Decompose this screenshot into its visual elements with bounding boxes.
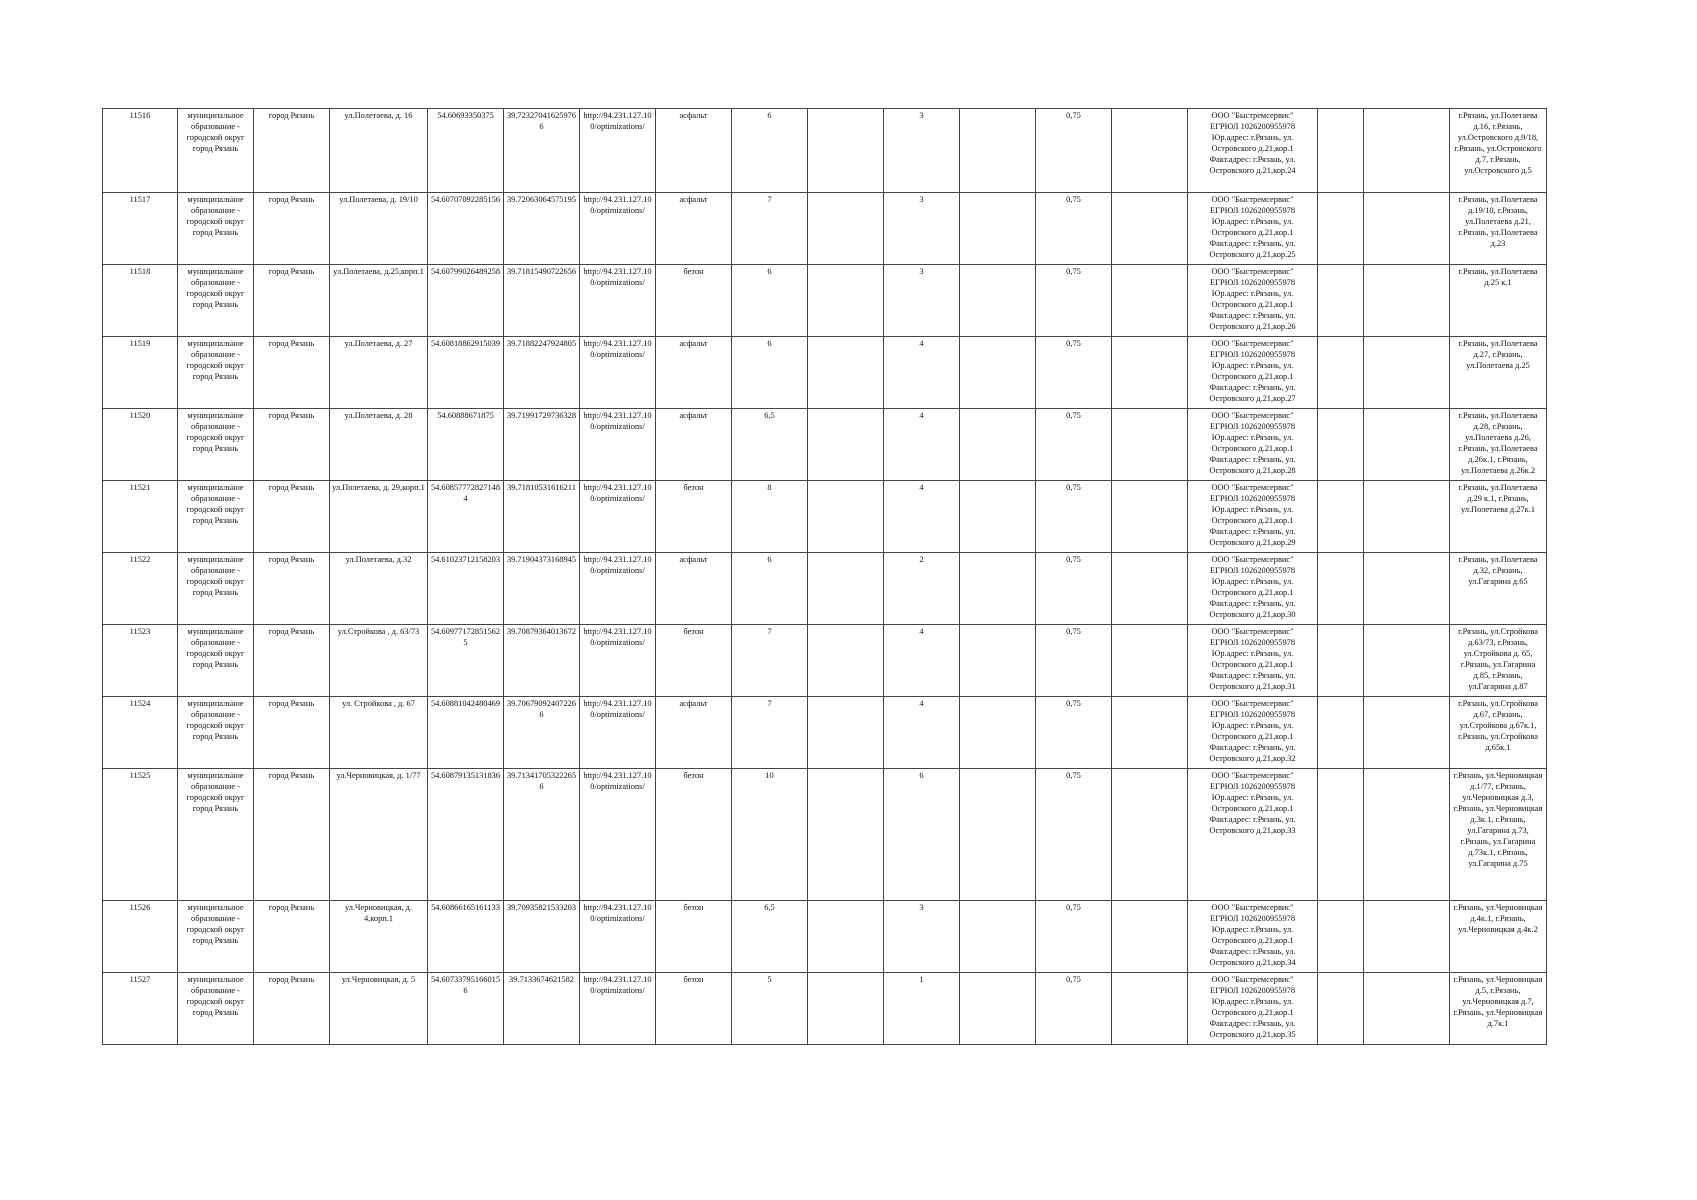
cell-volume: 0,75	[1036, 481, 1112, 553]
cell-empty	[808, 697, 884, 769]
cell-area: 6	[732, 553, 808, 625]
cell-surface: асфальт	[656, 553, 732, 625]
cell-municipality: муниципальное образование - городской округ город Рязань	[178, 109, 254, 193]
cell-volume: 0,75	[1036, 697, 1112, 769]
cell-empty	[1364, 481, 1450, 553]
cell-municipality: муниципальное образование - городской округ город Рязань	[178, 625, 254, 697]
cell-container-count: 3	[884, 193, 960, 265]
cell-city: город Рязань	[254, 973, 330, 1045]
cell-city: город Рязань	[254, 265, 330, 337]
cell-empty	[1112, 697, 1188, 769]
cell-longitude: 39.70935821533203	[504, 901, 580, 973]
data-table	[102, 108, 1547, 1045]
cell-municipality: муниципальное образование - городской округ город Рязань	[178, 409, 254, 481]
cell-address: ул.Полетаева, д.32	[330, 553, 428, 625]
cell-url: http://94.231.127.100/optimizations/	[580, 553, 656, 625]
cell-volume: 0,75	[1036, 265, 1112, 337]
cell-empty	[1318, 901, 1364, 973]
table-row	[103, 109, 1547, 193]
cell-empty	[1318, 625, 1364, 697]
cell-latitude: 54.61023712158203	[428, 553, 504, 625]
cell-id: 11517	[103, 193, 178, 265]
cell-address: ул.Черновицкая, д. 1/77	[330, 769, 428, 901]
cell-container-count: 4	[884, 481, 960, 553]
cell-served-addresses: г.Рязань, ул.Стройкова д.63/73, г.Рязань, ул.Стройкова д. 65, г.Рязань, ул.Гагарина д.85, г.Рязань, ул.Гагарина д.87	[1450, 625, 1547, 697]
cell-empty	[1318, 337, 1364, 409]
cell-empty	[1112, 973, 1188, 1045]
cell-volume: 0,75	[1036, 625, 1112, 697]
cell-empty	[1112, 625, 1188, 697]
table-row	[103, 337, 1547, 409]
cell-empty	[1318, 409, 1364, 481]
cell-container-count: 3	[884, 265, 960, 337]
cell-longitude: 39.70879364013672	[504, 625, 580, 697]
cell-surface: бетон	[656, 481, 732, 553]
cell-url: http://94.231.127.100/optimizations/	[580, 109, 656, 193]
cell-empty	[1364, 109, 1450, 193]
cell-address: ул.Полетаева, д. 27	[330, 337, 428, 409]
cell-id: 11523	[103, 625, 178, 697]
cell-city: город Рязань	[254, 901, 330, 973]
cell-served-addresses: г.Рязань, ул.Полетаева д.25 к.1	[1450, 265, 1547, 337]
cell-city: город Рязань	[254, 193, 330, 265]
cell-address: ул.Черновицкая, д. 4,корп.1	[330, 901, 428, 973]
cell-operator: ООО "Быстремсервис" ЕГРЮЛ 1026200955978 Юр.адрес: г.Рязань, ул. Островского д.21,кор.1 Факт.адрес: г.Рязань, ул. Островского д.21,кор.32	[1188, 697, 1318, 769]
cell-id: 11525	[103, 769, 178, 901]
cell-area: 6	[732, 265, 808, 337]
cell-volume: 0,75	[1036, 973, 1112, 1045]
cell-empty	[808, 193, 884, 265]
cell-operator: ООО "Быстремсервис" ЕГРЮЛ 1026200955978 Юр.адрес: г.Рязань, ул. Островского д.21,кор.1 Факт.адрес: г.Рязань, ул. Островского д.21,кор.34	[1188, 901, 1318, 973]
cell-served-addresses: г.Рязань, ул.Стройкова д.67, г.Рязань, ул.Стройкова д.67к.1, г.Рязань, ул.Стройкова д.65к.1	[1450, 697, 1547, 769]
cell-area: 8	[732, 481, 808, 553]
cell-empty	[960, 973, 1036, 1045]
cell-url: http://94.231.127.100/optimizations/	[580, 481, 656, 553]
cell-container-count: 3	[884, 901, 960, 973]
cell-city: город Рязань	[254, 409, 330, 481]
cell-empty	[1112, 337, 1188, 409]
cell-empty	[808, 553, 884, 625]
cell-operator: ООО "Быстремсервис" ЕГРЮЛ 1026200955978 Юр.адрес: г.Рязань, ул. Островского д.21,кор.1 Факт.адрес: г.Рязань, ул. Островского д.21,кор.30	[1188, 553, 1318, 625]
cell-id: 11521	[103, 481, 178, 553]
cell-longitude: 39.71882247924805	[504, 337, 580, 409]
cell-empty	[1364, 553, 1450, 625]
cell-municipality: муниципальное образование - городской округ город Рязань	[178, 769, 254, 901]
cell-municipality: муниципальное образование - городской округ город Рязань	[178, 481, 254, 553]
cell-empty	[960, 193, 1036, 265]
cell-municipality: муниципальное образование - городской округ город Рязань	[178, 901, 254, 973]
cell-served-addresses: г.Рязань, ул.Полетаева д.28, г.Рязань, ул.Полетаева д.26, г.Рязань, ул.Полетаева д.26к.1, г.Рязань, ул.Полетаева д.26к.2	[1450, 409, 1547, 481]
cell-address: ул. Стройкова , д. 67	[330, 697, 428, 769]
cell-empty	[808, 481, 884, 553]
cell-empty	[1364, 409, 1450, 481]
cell-area: 6,5	[732, 901, 808, 973]
cell-longitude: 39.713417053222656	[504, 769, 580, 901]
cell-empty	[1318, 973, 1364, 1045]
cell-served-addresses: г.Рязань, ул.Черновицкая д.4к.1, г.Рязань, ул.Черновицкая д.4к.2	[1450, 901, 1547, 973]
cell-latitude: 54.60888671875	[428, 409, 504, 481]
cell-served-addresses: г.Рязань, ул.Черновицкая д.5, г.Рязань, ул.Черновицкая д.7, г.Рязань, ул.Черновицкая д.7к.1	[1450, 973, 1547, 1045]
cell-container-count: 3	[884, 109, 960, 193]
cell-empty	[1112, 769, 1188, 901]
cell-empty	[960, 409, 1036, 481]
cell-longitude: 39.7133674621582	[504, 973, 580, 1045]
cell-id: 11527	[103, 973, 178, 1045]
cell-municipality: муниципальное образование - городской округ город Рязань	[178, 265, 254, 337]
cell-operator: ООО "Быстремсервис" ЕГРЮЛ 1026200955978 Юр.адрес: г.Рязань, ул. Островского д.21,кор.1 Факт.адрес: г.Рязань, ул. Островского д.21,кор.24	[1188, 109, 1318, 193]
cell-longitude: 39.72063064575195	[504, 193, 580, 265]
cell-address: ул.Полетаева, д. 16	[330, 109, 428, 193]
table-row	[103, 481, 1547, 553]
cell-address: ул.Черновицкая, д. 5	[330, 973, 428, 1045]
table-row	[103, 193, 1547, 265]
cell-url: http://94.231.127.100/optimizations/	[580, 265, 656, 337]
cell-area: 7	[732, 193, 808, 265]
cell-volume: 0,75	[1036, 193, 1112, 265]
cell-empty	[1112, 409, 1188, 481]
cell-operator: ООО "Быстремсервис" ЕГРЮЛ 1026200955978 Юр.адрес: г.Рязань, ул. Островского д.21,кор.1 Факт.адрес: г.Рязань, ул. Островского д.21,кор.31	[1188, 625, 1318, 697]
cell-container-count: 4	[884, 697, 960, 769]
cell-operator: ООО "Быстремсервис" ЕГРЮЛ 1026200955978 Юр.адрес: г.Рязань, ул. Островского д.21,кор.1 Факт.адрес: г.Рязань, ул. Островского д.21,кор.33	[1188, 769, 1318, 901]
cell-operator: ООО "Быстремсервис" ЕГРЮЛ 1026200955978 Юр.адрес: г.Рязань, ул. Островского д.21,кор.1 Факт.адрес: г.Рязань, ул. Островского д.21,кор.25	[1188, 193, 1318, 265]
cell-served-addresses: г.Рязань, ул.Полетаева д.29 к.1, г.Рязань, ул.Полетаева д.27к.1	[1450, 481, 1547, 553]
cell-url: http://94.231.127.100/optimizations/	[580, 337, 656, 409]
cell-longitude: 39.71810531616211	[504, 481, 580, 553]
cell-longitude: 39.71991729736328	[504, 409, 580, 481]
cell-container-count: 4	[884, 409, 960, 481]
cell-url: http://94.231.127.100/optimizations/	[580, 973, 656, 1045]
cell-municipality: муниципальное образование - городской округ город Рязань	[178, 337, 254, 409]
cell-volume: 0,75	[1036, 109, 1112, 193]
cell-latitude: 54.60866165161133	[428, 901, 504, 973]
cell-surface: асфальт	[656, 193, 732, 265]
cell-empty	[1318, 109, 1364, 193]
cell-operator: ООО "Быстремсервис" ЕГРЮЛ 1026200955978 Юр.адрес: г.Рязань, ул. Островского д.21,кор.1 Факт.адрес: г.Рязань, ул. Островского д.21,кор.29	[1188, 481, 1318, 553]
cell-longitude: 39.706790924072266	[504, 697, 580, 769]
cell-served-addresses: г.Рязань, ул.Полетаева д.32, г.Рязань, ул.Гагарина д.65	[1450, 553, 1547, 625]
cell-latitude: 54.609771728515625	[428, 625, 504, 697]
cell-empty	[960, 697, 1036, 769]
cell-url: http://94.231.127.100/optimizations/	[580, 625, 656, 697]
cell-volume: 0,75	[1036, 553, 1112, 625]
cell-longitude: 39.723270416259766	[504, 109, 580, 193]
cell-latitude: 54.60818862915039	[428, 337, 504, 409]
cell-latitude: 54.60707092285156	[428, 193, 504, 265]
cell-empty	[1364, 697, 1450, 769]
cell-empty	[1318, 481, 1364, 553]
cell-city: город Рязань	[254, 697, 330, 769]
cell-address: ул.Полетаева, д. 19/10	[330, 193, 428, 265]
cell-volume: 0,75	[1036, 769, 1112, 901]
cell-empty	[1112, 109, 1188, 193]
cell-served-addresses: г.Рязань, ул.Черновицкая д.1/77, г.Рязань, ул.Черновицкая д.3, г.Рязань, ул.Черновицкая д.3к.1, г.Рязань, ул.Гагарина д.73, г.Рязань, ул.Гагарина д.73к.1, г.Рязань, ул.Гагарина д.75	[1450, 769, 1547, 901]
table-row	[103, 901, 1547, 973]
table-row	[103, 553, 1547, 625]
cell-longitude: 39.71815490722656	[504, 265, 580, 337]
cell-empty	[1112, 553, 1188, 625]
cell-municipality: муниципальное образование - городской округ город Рязань	[178, 553, 254, 625]
cell-url: http://94.231.127.100/optimizations/	[580, 901, 656, 973]
cell-empty	[960, 901, 1036, 973]
cell-served-addresses: г.Рязань, ул.Полетаева д.27, г.Рязань, ул.Полетаева д.25	[1450, 337, 1547, 409]
cell-id: 11518	[103, 265, 178, 337]
cell-surface: бетон	[656, 265, 732, 337]
cell-id: 11520	[103, 409, 178, 481]
cell-empty	[960, 553, 1036, 625]
cell-empty	[1364, 337, 1450, 409]
cell-area: 6	[732, 109, 808, 193]
cell-operator: ООО "Быстремсервис" ЕГРЮЛ 1026200955978 Юр.адрес: г.Рязань, ул. Островского д.21,кор.1 Факт.адрес: г.Рязань, ул. Островского д.21,кор.35	[1188, 973, 1318, 1045]
cell-empty	[1364, 769, 1450, 901]
cell-city: город Рязань	[254, 109, 330, 193]
cell-empty	[960, 109, 1036, 193]
cell-url: http://94.231.127.100/optimizations/	[580, 697, 656, 769]
cell-address: ул.Стройкова , д. 63/73	[330, 625, 428, 697]
cell-volume: 0,75	[1036, 409, 1112, 481]
cell-latitude: 54.60693350375	[428, 109, 504, 193]
cell-surface: бетон	[656, 973, 732, 1045]
cell-area: 6	[732, 337, 808, 409]
cell-latitude: 54.608577728271484	[428, 481, 504, 553]
cell-empty	[1364, 901, 1450, 973]
cell-city: город Рязань	[254, 481, 330, 553]
table-body	[103, 109, 1547, 1045]
cell-area: 7	[732, 697, 808, 769]
cell-empty	[1318, 553, 1364, 625]
cell-surface: бетон	[656, 769, 732, 901]
cell-empty	[1112, 265, 1188, 337]
cell-container-count: 6	[884, 769, 960, 901]
cell-address: ул.Полетаева, д. 28	[330, 409, 428, 481]
cell-empty	[960, 625, 1036, 697]
cell-empty	[960, 337, 1036, 409]
cell-empty	[808, 409, 884, 481]
cell-municipality: муниципальное образование - городской округ город Рязань	[178, 973, 254, 1045]
cell-id: 11526	[103, 901, 178, 973]
cell-city: город Рязань	[254, 553, 330, 625]
cell-latitude: 54.60879135131836	[428, 769, 504, 901]
cell-latitude: 54.60881042480469	[428, 697, 504, 769]
cell-empty	[808, 625, 884, 697]
cell-url: http://94.231.127.100/optimizations/	[580, 409, 656, 481]
cell-empty	[808, 973, 884, 1045]
cell-surface: бетон	[656, 901, 732, 973]
cell-id: 11524	[103, 697, 178, 769]
cell-area: 5	[732, 973, 808, 1045]
cell-address: ул.Полетаева, д. 29,корп.1	[330, 481, 428, 553]
cell-empty	[1364, 193, 1450, 265]
cell-id: 11522	[103, 553, 178, 625]
cell-surface: асфальт	[656, 697, 732, 769]
cell-operator: ООО "Быстремсервис" ЕГРЮЛ 1026200955978 Юр.адрес: г.Рязань, ул. Островского д.21,кор.1 Факт.адрес: г.Рязань, ул. Островского д.21,кор.27	[1188, 337, 1318, 409]
cell-surface: асфальт	[656, 337, 732, 409]
table-row	[103, 409, 1547, 481]
cell-empty	[1318, 193, 1364, 265]
cell-empty	[808, 901, 884, 973]
cell-empty	[1318, 265, 1364, 337]
cell-empty	[1112, 901, 1188, 973]
table-row	[103, 697, 1547, 769]
cell-municipality: муниципальное образование - городской округ город Рязань	[178, 193, 254, 265]
cell-area: 10	[732, 769, 808, 901]
cell-empty	[960, 769, 1036, 901]
cell-city: город Рязань	[254, 625, 330, 697]
cell-latitude: 54.60799026489258	[428, 265, 504, 337]
cell-empty	[960, 481, 1036, 553]
cell-area: 6,5	[732, 409, 808, 481]
cell-empty	[808, 109, 884, 193]
cell-container-count: 1	[884, 973, 960, 1045]
cell-id: 11519	[103, 337, 178, 409]
cell-empty	[1364, 625, 1450, 697]
cell-url: http://94.231.127.100/optimizations/	[580, 193, 656, 265]
cell-container-count: 4	[884, 337, 960, 409]
cell-operator: ООО "Быстремсервис" ЕГРЮЛ 1026200955978 Юр.адрес: г.Рязань, ул. Островского д.21,кор.1 Факт.адрес: г.Рязань, ул. Островского д.21,кор.28	[1188, 409, 1318, 481]
cell-empty	[1112, 481, 1188, 553]
table-row	[103, 973, 1547, 1045]
cell-address: ул.Полетаева, д.25,корп.1	[330, 265, 428, 337]
cell-area: 7	[732, 625, 808, 697]
cell-city: город Рязань	[254, 769, 330, 901]
cell-city: город Рязань	[254, 337, 330, 409]
cell-empty	[1112, 193, 1188, 265]
table-row	[103, 769, 1547, 901]
cell-empty	[1364, 265, 1450, 337]
cell-surface: асфальт	[656, 109, 732, 193]
cell-url: http://94.231.127.100/optimizations/	[580, 769, 656, 901]
cell-operator: ООО "Быстремсервис" ЕГРЮЛ 1026200955978 Юр.адрес: г.Рязань, ул. Островского д.21,кор.1 Факт.адрес: г.Рязань, ул. Островского д.21,кор.26	[1188, 265, 1318, 337]
cell-empty	[960, 265, 1036, 337]
cell-container-count: 2	[884, 553, 960, 625]
cell-surface: асфальт	[656, 409, 732, 481]
cell-served-addresses: г.Рязань, ул.Полетаева д.16, г.Рязань, ул.Островского д.9/18, г.Рязань, ул.Островского д.7, г.Рязань, ул.Островского д.5	[1450, 109, 1547, 193]
cell-container-count: 4	[884, 625, 960, 697]
cell-empty	[808, 337, 884, 409]
cell-volume: 0,75	[1036, 901, 1112, 973]
table-row	[103, 625, 1547, 697]
cell-empty	[808, 769, 884, 901]
table-row	[103, 265, 1547, 337]
cell-volume: 0,75	[1036, 337, 1112, 409]
cell-empty	[808, 265, 884, 337]
cell-longitude: 39.71904373168945	[504, 553, 580, 625]
cell-served-addresses: г.Рязань, ул.Полетаева д.19/10, г.Рязань, ул.Полетаева д.21, г.Рязань, ул.Полетаева д.23	[1450, 193, 1547, 265]
cell-latitude: 54.607337951660156	[428, 973, 504, 1045]
cell-empty	[1364, 973, 1450, 1045]
cell-id: 11516	[103, 109, 178, 193]
cell-municipality: муниципальное образование - городской округ город Рязань	[178, 697, 254, 769]
cell-empty	[1318, 697, 1364, 769]
cell-empty	[1318, 769, 1364, 901]
cell-surface: бетон	[656, 625, 732, 697]
